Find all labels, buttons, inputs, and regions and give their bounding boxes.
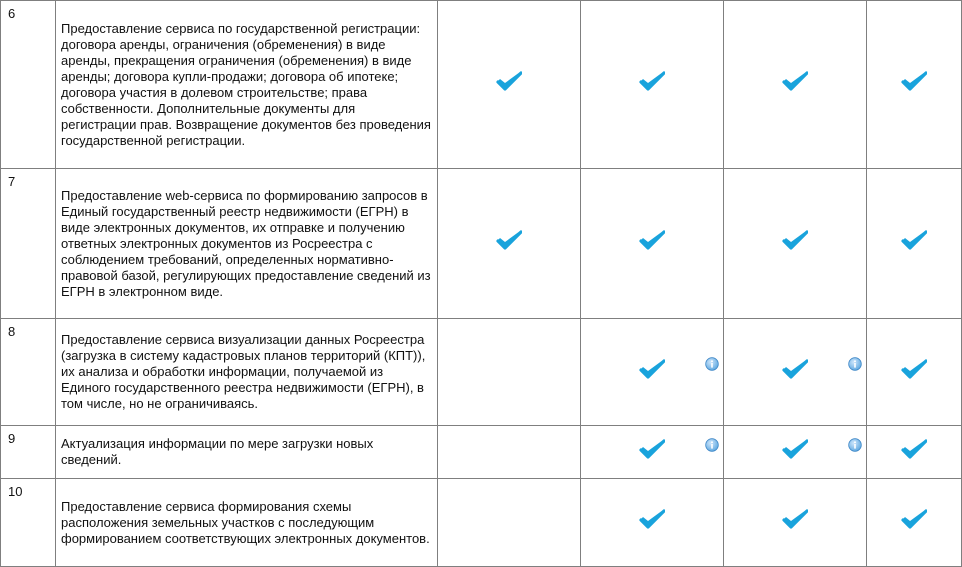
plan-cell [867,1,962,169]
checkmark-icon [782,509,808,531]
plan-cell [867,426,962,479]
table-row [1,169,962,319]
plan-cell [867,319,962,426]
table-row [1,479,962,567]
plan-cell [438,479,581,567]
plan-cell [724,1,867,169]
checkmark-icon [782,439,808,461]
row-description: Предоставление сервиса формирования схемы расположения земельных участков с последующим формированием соответствующих электронных документов. [56,479,438,567]
plan-cell [724,169,867,319]
plan-cell [867,169,962,319]
plan-cell [581,169,724,319]
checkmark-icon [639,230,665,252]
row-number: 8 [1,319,56,426]
info-icon[interactable] [848,438,862,452]
plan-cell [724,426,867,479]
checkmark-icon [901,230,927,252]
info-icon[interactable] [705,357,719,371]
plan-cell [724,319,867,426]
table-row [1,319,962,426]
plan-cell [581,319,724,426]
plan-cell [581,426,724,479]
row-description: Актуализация информации по мере загрузки новых сведений. [56,426,438,479]
checkmark-icon [496,230,522,252]
plan-cell [581,1,724,169]
row-number: 6 [1,1,56,169]
checkmark-icon [639,439,665,461]
plan-cell [581,479,724,567]
checkmark-icon [901,439,927,461]
row-description: Предоставление сервиса по государственной регистрации: договора аренды, ограничения (обременения) в виде аренды, прекращения ограничения (обременения) в виде аренды; договора купли-продажи; договора об ипотеке; договора участия в долевом строительстве; права собственности. Дополнительные документы для регистрации прав. Возвращение документов без проведения государственной регистрации. [56,1,438,169]
info-icon[interactable] [705,438,719,452]
plan-cell [438,319,581,426]
checkmark-icon [496,71,522,93]
info-icon[interactable] [848,357,862,371]
row-description: Предоставление web-сервиса по формированию запросов в Единый государственный реестр недвижимости (ЕГРН) в виде электронных документов, их отправке и получению ответных электронных документов из Росреестра с соблюдением требований, определенных нормативно-правовой базой, регулирующих предоставление сведений из ЕГРН в электронном виде. [56,169,438,319]
plan-cell [438,426,581,479]
row-description: Предоставление сервиса визуализации данных Росреестра (загрузка в систему кадастровых планов территорий (КПТ)), их анализа и обработки информации, получаемой из Единого государственного реестра недвижимости (ЕГРН), в том числе, но не ограничиваясь. [56,319,438,426]
row-number: 7 [1,169,56,319]
plan-cell [724,479,867,567]
plan-cell [438,169,581,319]
plan-cell [867,479,962,567]
checkmark-icon [782,359,808,381]
checkmark-icon [639,71,665,93]
checkmark-icon [901,509,927,531]
checkmark-icon [782,230,808,252]
checkmark-icon [782,71,808,93]
checkmark-icon [901,359,927,381]
checkmark-icon [639,509,665,531]
checkmark-icon [639,359,665,381]
row-number: 9 [1,426,56,479]
table-row [1,426,962,479]
row-number: 10 [1,479,56,567]
checkmark-icon [901,71,927,93]
plan-cell [438,1,581,169]
table-row [1,1,962,169]
